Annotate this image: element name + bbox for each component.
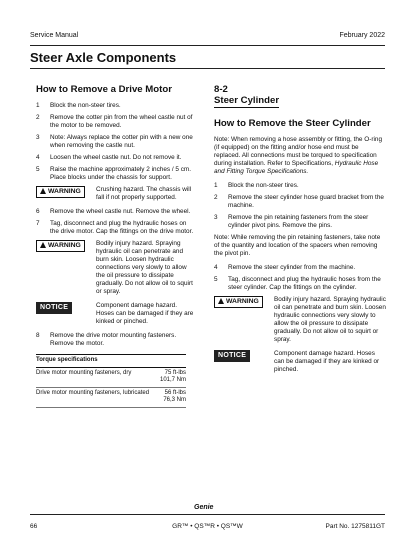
notice-callout (214, 350, 386, 374)
notice-badge: NOTICE (214, 350, 250, 362)
left-column (36, 84, 196, 408)
warning-callout (36, 240, 196, 296)
warning-triangle-icon (218, 298, 224, 304)
warning-badge: WARNING (214, 296, 263, 308)
notice-text: Component damage hazard. Hoses can be damaged if they are kinked or pinched. (96, 302, 194, 325)
step: 4 Remove the steer cylinder from the machine. (214, 264, 356, 271)
right-column (214, 84, 386, 380)
notice-badge: NOTICE (36, 302, 72, 314)
section-number: 8-2 (214, 84, 228, 95)
footer-rule (30, 514, 385, 515)
warning-text: Bodily injury hazard. Spraying hydraulic oil can penetrate and burn skin. Loosen hydraulic connections very slowly to allow the oil pressure to dissipate gradually. Do not allow oil to squirt or spray. (96, 240, 193, 295)
step: 5 Tag, disconnect and plug the hydraulic hoses from the steer cylinder. Cap the fittings on the cylinder. (214, 276, 381, 291)
section-title (214, 84, 386, 106)
step: 8 Remove the drive motor mounting fasteners. Remove the motor. (36, 332, 177, 347)
step: 1 Block the non-steer tires. (36, 102, 121, 109)
table-header: Torque specifications (36, 355, 186, 368)
warning-triangle-icon (40, 242, 46, 248)
page-title: Steer Axle Components (30, 50, 177, 65)
notice-text: Component damage hazard. Hoses can be damaged if they are kinked or pinched. (274, 350, 380, 373)
warning-text: Bodily injury hazard. Spraying hydraulic oil can penetrate and burn skin. Loosen hydraulic connections very slowly to allow the oil pressure to dissipate gradually. Do not allow oil to squirt or spray. (274, 296, 386, 343)
step: 2 Remove the steer cylinder hose guard bracket from the machine. (214, 194, 384, 209)
notice-callout (36, 302, 196, 326)
model-names: GR™ • QS™R • QS™W (172, 523, 243, 530)
step: 4 Loosen the wheel castle nut. Do not remove it. (36, 154, 182, 161)
note: Note: When removing a hose assembly or fitting, the O-ring (if equipped) on the fitting and/or hose end must be replaced. All connections must be torqued to specification during installation. Refer to Specifications, Hydraulic Hose and Fitting Torque Specifications. (214, 136, 383, 175)
section-name: Steer Cylinder (214, 95, 280, 106)
warning-badge: WARNING (36, 240, 85, 252)
step: 7 Tag, disconnect and plug the hydraulic hoses on the drive motor. Cap the fittings on the drive motor. (36, 220, 194, 235)
step: 1 Block the non-steer tires. (214, 182, 299, 189)
step: 3 Remove the pin retaining fasteners from the steer cylinder pivot pins. Remove the pins. (214, 214, 369, 229)
steer-cylinder-heading: How to Remove the Steer Cylinder (214, 118, 371, 129)
title-rule (30, 68, 385, 69)
part-number: Part No. 1275811GT (325, 523, 385, 530)
drive-motor-heading: How to Remove a Drive Motor (36, 84, 172, 95)
table-row: Drive motor mounting fasteners, dry 75 ft-lbs 101,7 Nm (36, 367, 186, 387)
warning-text: Crushing hazard. The chassis will fall if not properly supported. (96, 186, 192, 201)
page-number: 66 (30, 523, 38, 530)
warning-callout (214, 296, 386, 344)
header-date: February 2022 (339, 32, 385, 39)
step: 3 Note: Always replace the cotter pin with a new one when removing the castle nut. (36, 134, 193, 149)
table-row: Drive motor mounting fasteners, lubricated 56 ft-lbs 76,3 Nm (36, 387, 186, 407)
page-header (30, 32, 385, 44)
header-rule (30, 45, 385, 46)
step: 2 Remove the cotter pin from the wheel castle nut of the motor to be removed. (36, 114, 193, 129)
note: Note: While removing the pin retaining fasteners, take note of the quantity and location of the spacers when removing the pivot pin. (214, 234, 381, 257)
step: 6 Remove the wheel castle nut. Remove the wheel. (36, 208, 191, 215)
warning-badge: WARNING (36, 186, 85, 198)
header-left: Service Manual (30, 32, 79, 39)
warning-callout (36, 186, 196, 202)
genie-logo: Genie (194, 504, 214, 511)
torque-spec-table (36, 354, 186, 408)
step: 5 Raise the machine approximately 2 inches / 5 cm. Place blocks under the chassis for support. (36, 166, 192, 181)
warning-triangle-icon (40, 188, 46, 194)
